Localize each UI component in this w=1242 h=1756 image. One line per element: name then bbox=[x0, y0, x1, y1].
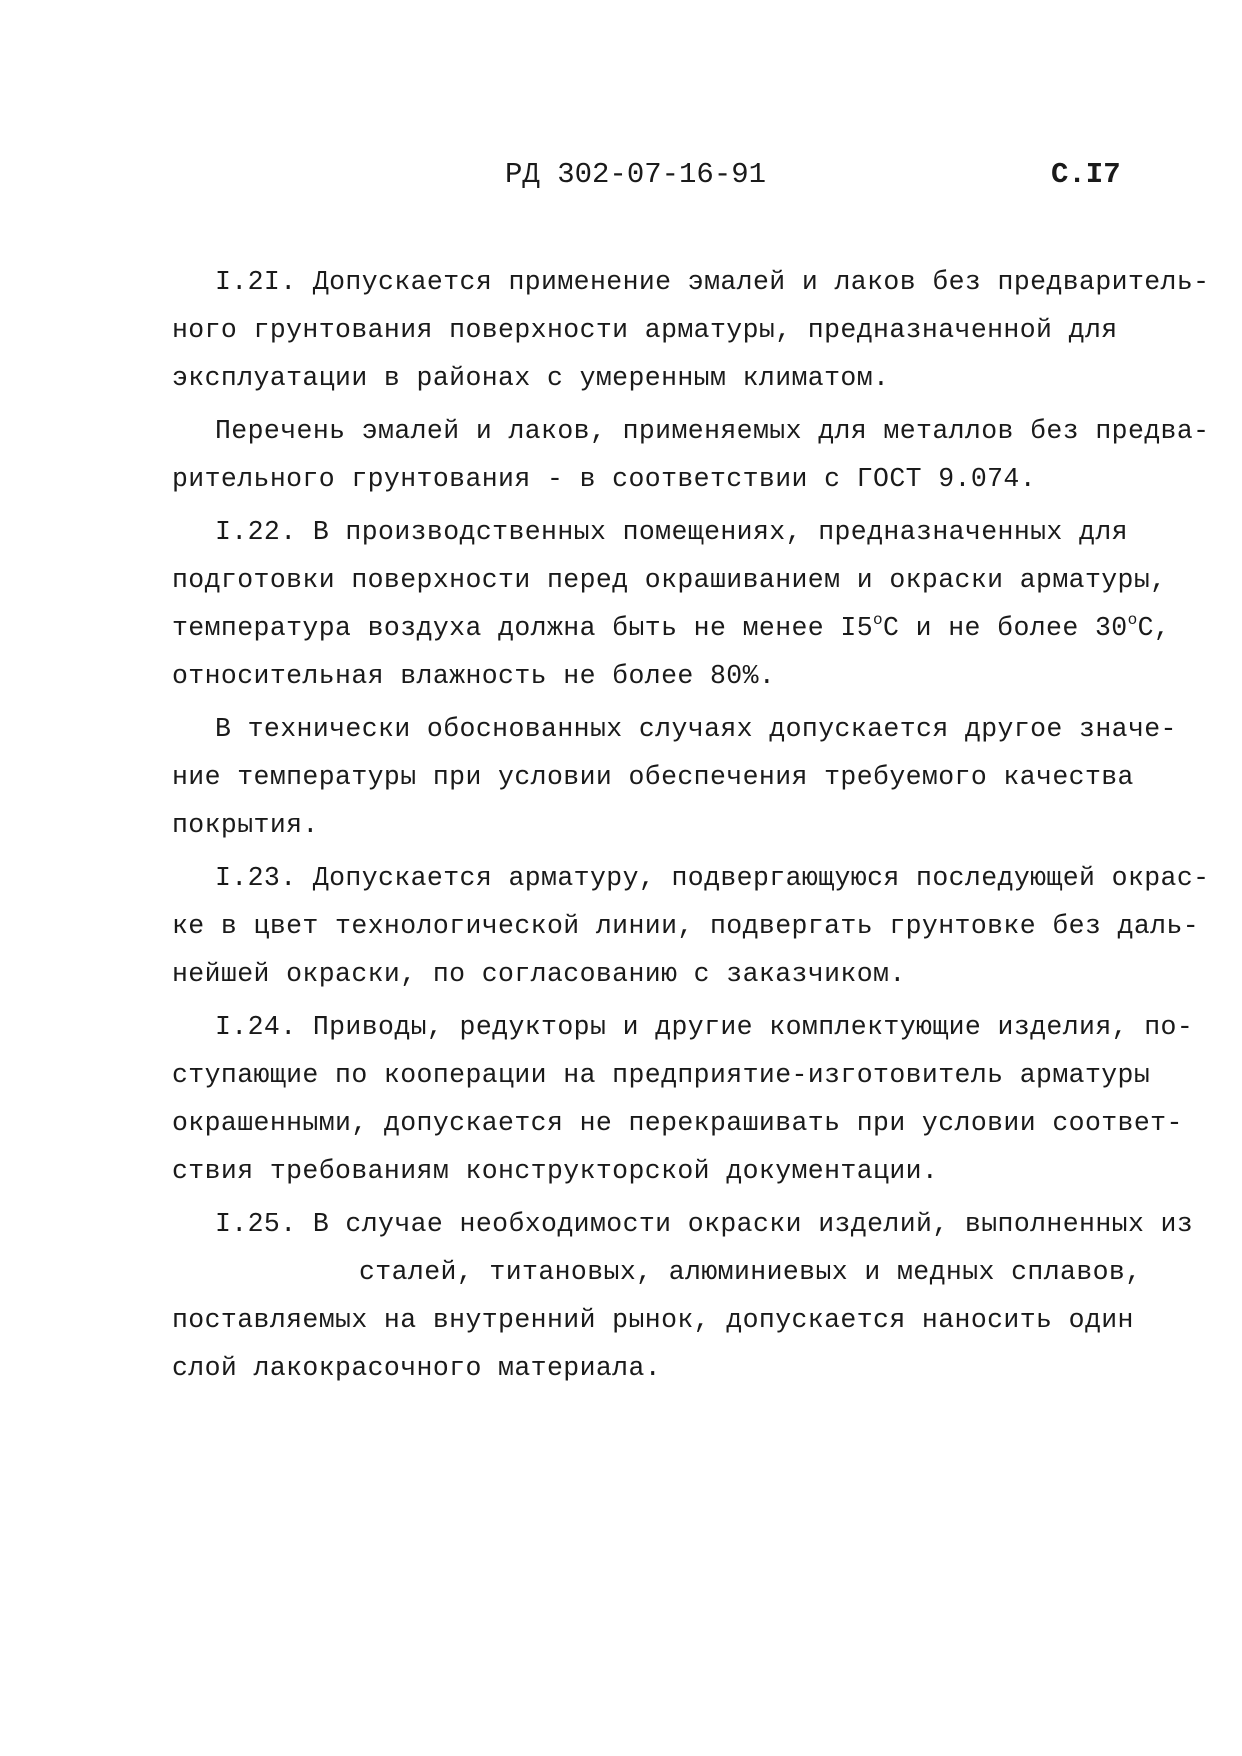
text-line: подготовки поверхности перед окрашиванием и окраски арматуры, bbox=[172, 565, 1167, 595]
text-line: I.23. Допускается арматуру, подвергающуюся последующей окрас- bbox=[215, 863, 1210, 893]
degree-sign: о bbox=[1127, 611, 1138, 629]
temperature-suffix: С, bbox=[1137, 613, 1171, 643]
text-line: В технически обоснованных случаях допускается другое значе- bbox=[215, 714, 1177, 744]
text-line: ке в цвет технологической линии, подвергать грунтовке без даль- bbox=[172, 911, 1200, 941]
text-line: ние температуры при условии обеспечения требуемого качества bbox=[172, 762, 1134, 792]
page-number: С.I7 bbox=[1051, 158, 1121, 191]
text-line: I.22. В производственных помещениях, предназначенных для bbox=[215, 517, 1128, 547]
temperature-prefix: температура воздуха должна быть не менее I5 bbox=[172, 613, 874, 643]
text-line: относительная влажность не более 80%. bbox=[172, 661, 776, 691]
text-line: I.2I. Допускается применение эмалей и лаков без предваритель- bbox=[215, 267, 1210, 297]
text-line: рительного грунтования - в соответствии с ГОСТ 9.074. bbox=[172, 464, 1037, 494]
document-body bbox=[172, 258, 1210, 1397]
text-line: I.25. В случае необходимости окраски изделий, выполненных из bbox=[215, 1209, 1194, 1239]
text-line: ствия требованиям конструкторской документации. bbox=[172, 1156, 939, 1186]
text-line: ного грунтования поверхности арматуры, предназначенной для bbox=[172, 315, 1118, 345]
degree-sign: о bbox=[873, 611, 884, 629]
justified-cases-paragraph bbox=[172, 705, 1177, 849]
clause-1-23 bbox=[172, 854, 1210, 998]
clause-1-22 bbox=[172, 508, 1172, 700]
document-code: РД 302-07-16-91 bbox=[505, 158, 767, 191]
temperature-middle: С и не более 30 bbox=[883, 613, 1128, 643]
enamel-list-paragraph bbox=[172, 407, 1210, 503]
clause-1-25 bbox=[172, 1200, 1194, 1392]
text-line: ступающие по кооперации на предприятие-изготовитель арматуры bbox=[172, 1060, 1151, 1090]
text-line: поставляемых на внутренний рынок, допускается наносить один bbox=[172, 1305, 1134, 1335]
text-line: I.24. Приводы, редукторы и другие комплектующие изделия, по- bbox=[215, 1012, 1194, 1042]
text-line: покрытия. bbox=[172, 810, 319, 840]
clause-1-24 bbox=[172, 1003, 1194, 1195]
temperature-line bbox=[172, 604, 1172, 652]
text-line: окрашенными, допускается не перекрашивать при условии соответ- bbox=[172, 1108, 1183, 1138]
text-line: слой лакокрасочного материала. bbox=[172, 1353, 662, 1383]
text-line: эксплуатации в районах с умеренным климатом. bbox=[172, 363, 890, 393]
text-line: Перечень эмалей и лаков, применяемых для металлов без предва- bbox=[215, 416, 1210, 446]
text-line: нейшей окраски, по согласованию с заказчиком. bbox=[172, 959, 906, 989]
clause-1-21 bbox=[172, 258, 1210, 402]
text-line: сталей, титановых, алюминиевых и медных сплавов, bbox=[359, 1257, 1142, 1287]
